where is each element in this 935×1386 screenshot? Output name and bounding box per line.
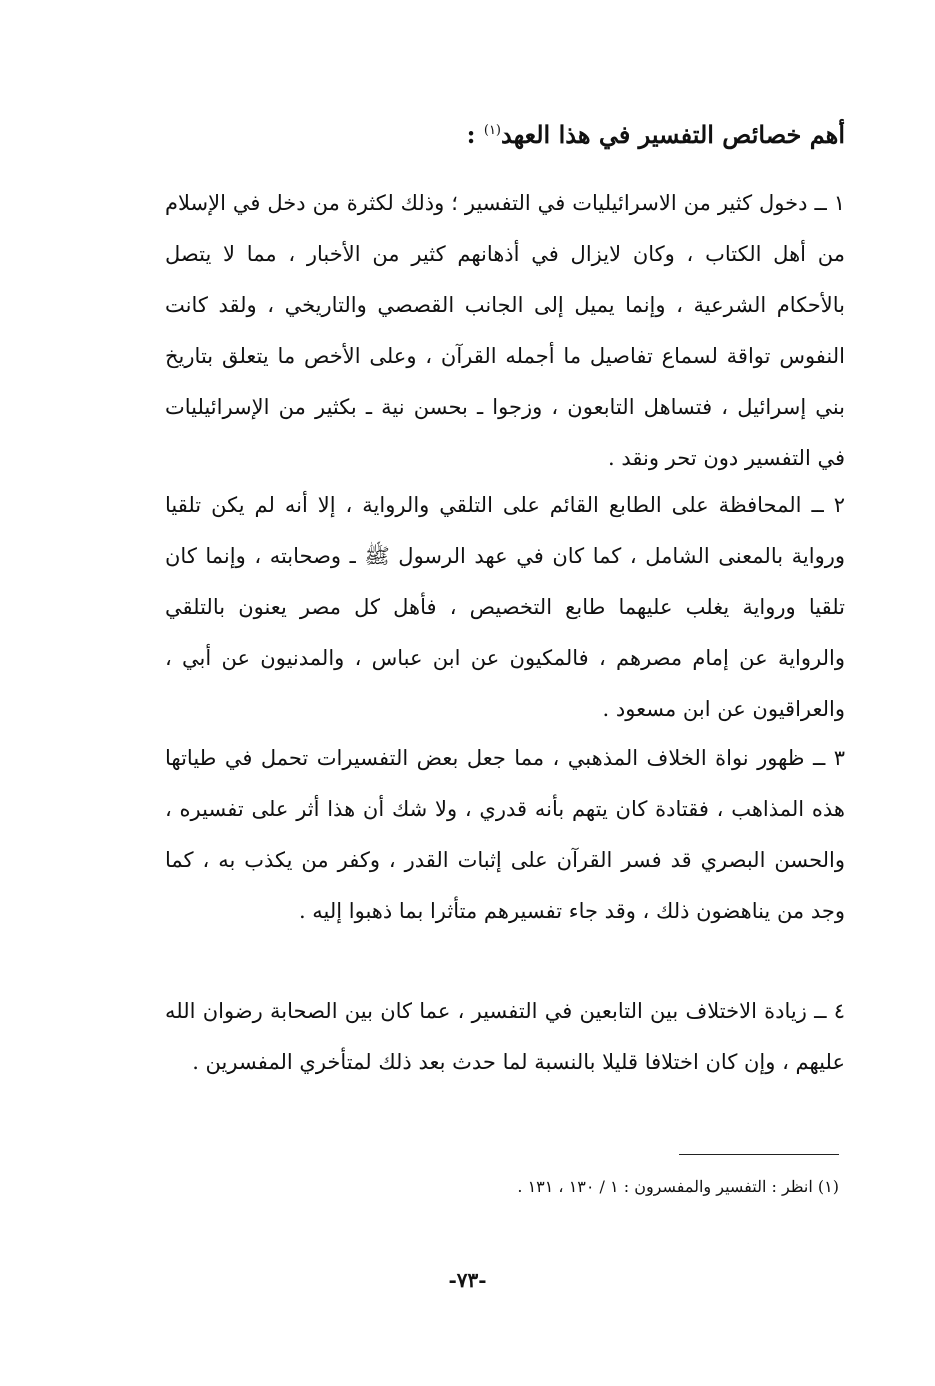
heading-footnote-marker: (١) — [483, 123, 501, 138]
list-item — [165, 480, 845, 735]
list-item-text: المحافظة على الطابع القائم على التلقي والرواية ، إلا أنه لم يكن تلقيا ورواية بالمعنى الشامل ، كما كان في عهد الرسول ﷺ ـ وصحابته ، وإنما كان تلقيا ورواية يغلب عليهما طابع التخصيص ، فأهل كل مصر يعنون بالتلقي والرواية عن إمام مصرهم ، فالمكيون عن ابن عباس ، والمدنيون عن أبي ، والعراقيون عن ابن مسعود . — [165, 493, 845, 721]
list-item-number: ٢ ــ — [801, 493, 845, 517]
list-item — [165, 178, 845, 484]
footnote-divider — [679, 1154, 839, 1155]
section-heading — [145, 108, 845, 158]
list-item-text: ظهور نواة الخلاف المذهبي ، مما جعل بعض التفسيرات تحمل في طياتها هذه المذاهب ، فقتادة كان يتهم بأنه قدري ، ولا شك أن هذا أثر على تفسيره ، والحسن البصري قد فسر القرآن على إثبات القدر ، وكفر من يكذب به ، كما وجد من يناهضون ذلك ، وقد جاء تفسيرهم متأثرا بما ذهبوا إليه . — [165, 746, 845, 923]
heading-colon: : — [466, 120, 484, 149]
list-item — [165, 733, 845, 937]
footnote: (١) انظر : التفسير والمفسرون : ١ / ١٣٠ ، ١٣١ . — [517, 1177, 839, 1196]
list-item-number: ٤ ــ — [806, 999, 846, 1023]
list-item-number: ٣ ــ — [804, 746, 846, 770]
heading-text: أهم خصائص التفسير في هذا العهد — [501, 120, 845, 149]
list-item-number: ١ ــ — [807, 191, 845, 215]
list-item-text: زيادة الاختلاف بين التابعين في التفسير ، عما كان بين الصحابة رضوان الله عليهم ، وإن كان اختلافا قليلا بالنسبة لما حدث بعد ذلك لمتأخري المفسرين . — [165, 999, 845, 1074]
page-number: -٧٣- — [448, 1268, 487, 1292]
list-item-text: دخول كثير من الاسرائيليات في التفسير ؛ وذلك لكثرة من دخل في الإسلام من أهل الكتاب ، وكان لايزال في أذهانهم كثير من الأخبار ، مما لا يتصل بالأحكام الشرعية ، وإنما يميل إلى الجانب القصصي والتاريخي ، ولقد كانت النفوس تواقة لسماع تفاصيل ما أجمله القرآن ، وعلى الأخص ما يتعلق بتاريخ بني إسرائيل ، فتساهل التابعون ، وزجوا ـ بحسن نية ـ بكثير من الإسرائيليات في التفسير دون تحر ونقد . — [165, 191, 845, 470]
list-item — [165, 986, 845, 1088]
